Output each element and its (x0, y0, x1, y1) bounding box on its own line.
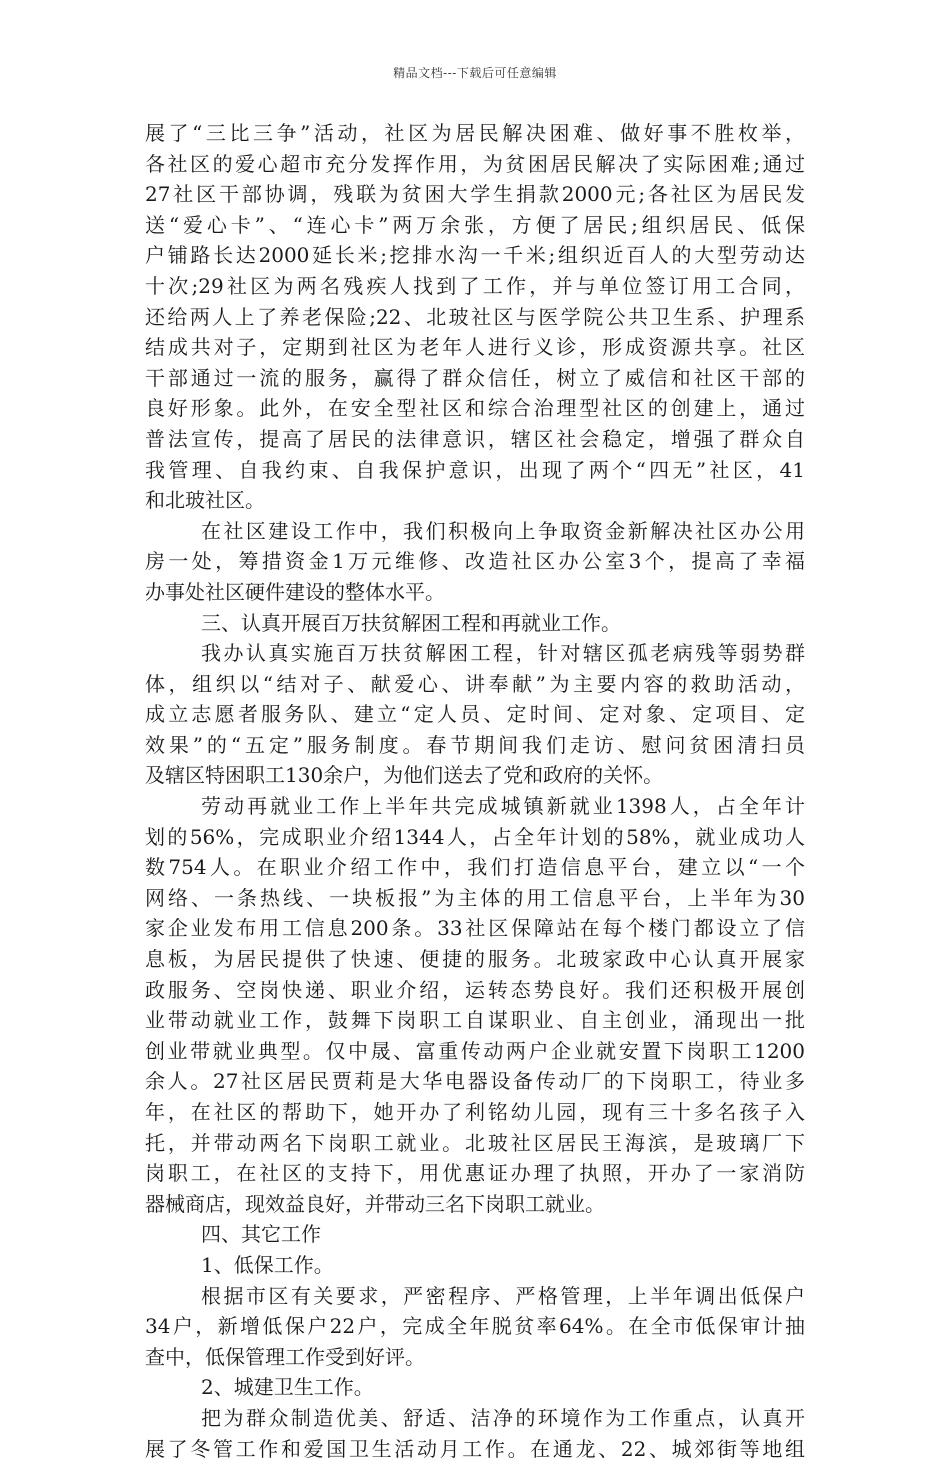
text-line: 托，并带动两名下岗职工就业。北玻社区居民王海滨，是玻璃厂下 (145, 1130, 805, 1155)
document-body (145, 118, 805, 1464)
text-line: 器械商店，现效益良好，并带动三名下岗职工就业。 (145, 1191, 605, 1216)
text-line: 业带动就业工作，鼓舞下岗职工自谋职业、自主创业，涌现出一批 (145, 1008, 805, 1033)
text-line: 余人。27社区居民贾莉是大华电器设备传动厂的下岗职工，待业多 (145, 1069, 805, 1094)
paragraph-start: 把为群众制造优美、舒适、洁净的环境作为工作重点，认真开 (201, 1405, 805, 1430)
text-line: 体，组织以“结对子、献爱心、讲奉献”为主要内容的救助活动， (145, 671, 805, 696)
paragraph-start: 根据市区有关要求，严密程序、严格管理，上半年调出低保户 (201, 1283, 805, 1308)
page-header: 精品文档---下载后可任意编辑 (393, 66, 557, 80)
subsection-heading: 2、城建卫生工作。 (201, 1375, 374, 1400)
text-line: 我管理、自我约束、自我保护意识，出现了两个“四无”社区，41 (145, 457, 805, 482)
text-line: 还给两人上了养老保险;22、北玻社区与医学院公共卫生系、护理系 (145, 304, 805, 329)
text-line: 良好形象。此外，在安全型社区和综合治理型社区的创建上，通过 (145, 396, 805, 421)
text-line: 家企业发布用工信息200条。33社区保障站在每个楼门都设立了信 (145, 916, 805, 941)
text-line: 干部通过一流的服务，赢得了群众信任，树立了威信和社区干部的 (145, 365, 805, 390)
text-line: 划的56%，完成职业介绍1344人，占全年计划的58%，就业成功人 (145, 824, 805, 849)
text-line: 数754人。在职业介绍工作中，我们打造信息平台，建立以“一个 (145, 855, 805, 880)
text-line: 创业带就业典型。仅中晟、富重传动两户企业就安置下岗职工1200 (145, 1038, 805, 1063)
text-line: 展了“三比三争”活动，社区为居民解决困难、做好事不胜枚举， (145, 121, 805, 145)
text-line: 成立志愿者服务队、建立“定人员、定时间、定对象、定项目、定 (145, 702, 805, 727)
text-line: 和北玻社区。 (145, 488, 265, 513)
text-line: 展了冬管工作和爱国卫生活动月工作。在通龙、22、城郊街等地组 (145, 1436, 805, 1461)
text-line: 普法宣传，提高了居民的法律意识，辖区社会稳定，增强了群众自 (145, 426, 805, 451)
text-line: 34户，新增低保户22户，完成全年脱贫率64%。在全市低保审计抽 (145, 1314, 805, 1339)
subsection-heading: 1、低保工作。 (201, 1252, 334, 1277)
text-line: 户铺路长达2000延长米;挖排水沟一千米;组织近百人的大型劳动达 (145, 243, 805, 268)
text-line: 效果”的“五定”服务制度。春节期间我们走访、慰问贫困清扫员 (145, 732, 805, 757)
text-line: 27社区干部协调，残联为贫困大学生捐款2000元;各社区为居民发 (145, 182, 805, 207)
text-line: 岗职工，在社区的支持下，用优惠证办理了执照，开办了一家消防 (145, 1161, 805, 1186)
text-line: 十次;29社区为两名残疾人找到了工作，并与单位签订用工合同， (145, 273, 805, 298)
text-line: 结成共对子，定期到社区为老年人进行义诊，形成资源共享。社区 (145, 335, 805, 360)
text-line: 政服务、空岗快递、职业介绍，运转态势良好。我们还积极开展创 (145, 977, 805, 1002)
section-heading: 三、认真开展百万扶贫解困工程和再就业工作。 (201, 610, 621, 635)
text-line: 息板，为居民提供了快速、便捷的服务。北玻家政中心认真开展家 (145, 947, 805, 972)
paragraph-start: 我办认真实施百万扶贫解困工程，针对辖区孤老病残等弱势群 (201, 641, 805, 666)
text-line: 各社区的爱心超市充分发挥作用，为贫困居民解决了实际困难;通过 (145, 151, 805, 176)
paragraph-start: 在社区建设工作中，我们积极向上争取资金新解决社区办公用 (201, 518, 805, 543)
text-line: 房一处，筹措资金1万元维修、改造社区办公室3个，提高了幸福 (145, 549, 805, 574)
text-line: 办事处社区硬件建设的整体水平。 (145, 579, 445, 604)
text-line: 及辖区特困职工130余户，为他们送去了党和政府的关怀。 (145, 763, 664, 788)
section-heading: 四、其它工作 (201, 1222, 321, 1247)
paragraph-start: 劳动再就业工作上半年共完成城镇新就业1398人，占全年计 (201, 794, 805, 819)
text-line: 年，在社区的帮助下，她开办了利铭幼儿园，现有三十多名孩子入 (145, 1100, 805, 1124)
text-line: 查中，低保管理工作受到好评。 (145, 1344, 425, 1369)
text-line: 送“爱心卡”、“连心卡”两万余张，方便了居民;组织居民、低保 (145, 212, 805, 237)
text-line: 网络、一条热线、一块板报”为主体的用工信息平台，上半年为30 (145, 885, 805, 910)
